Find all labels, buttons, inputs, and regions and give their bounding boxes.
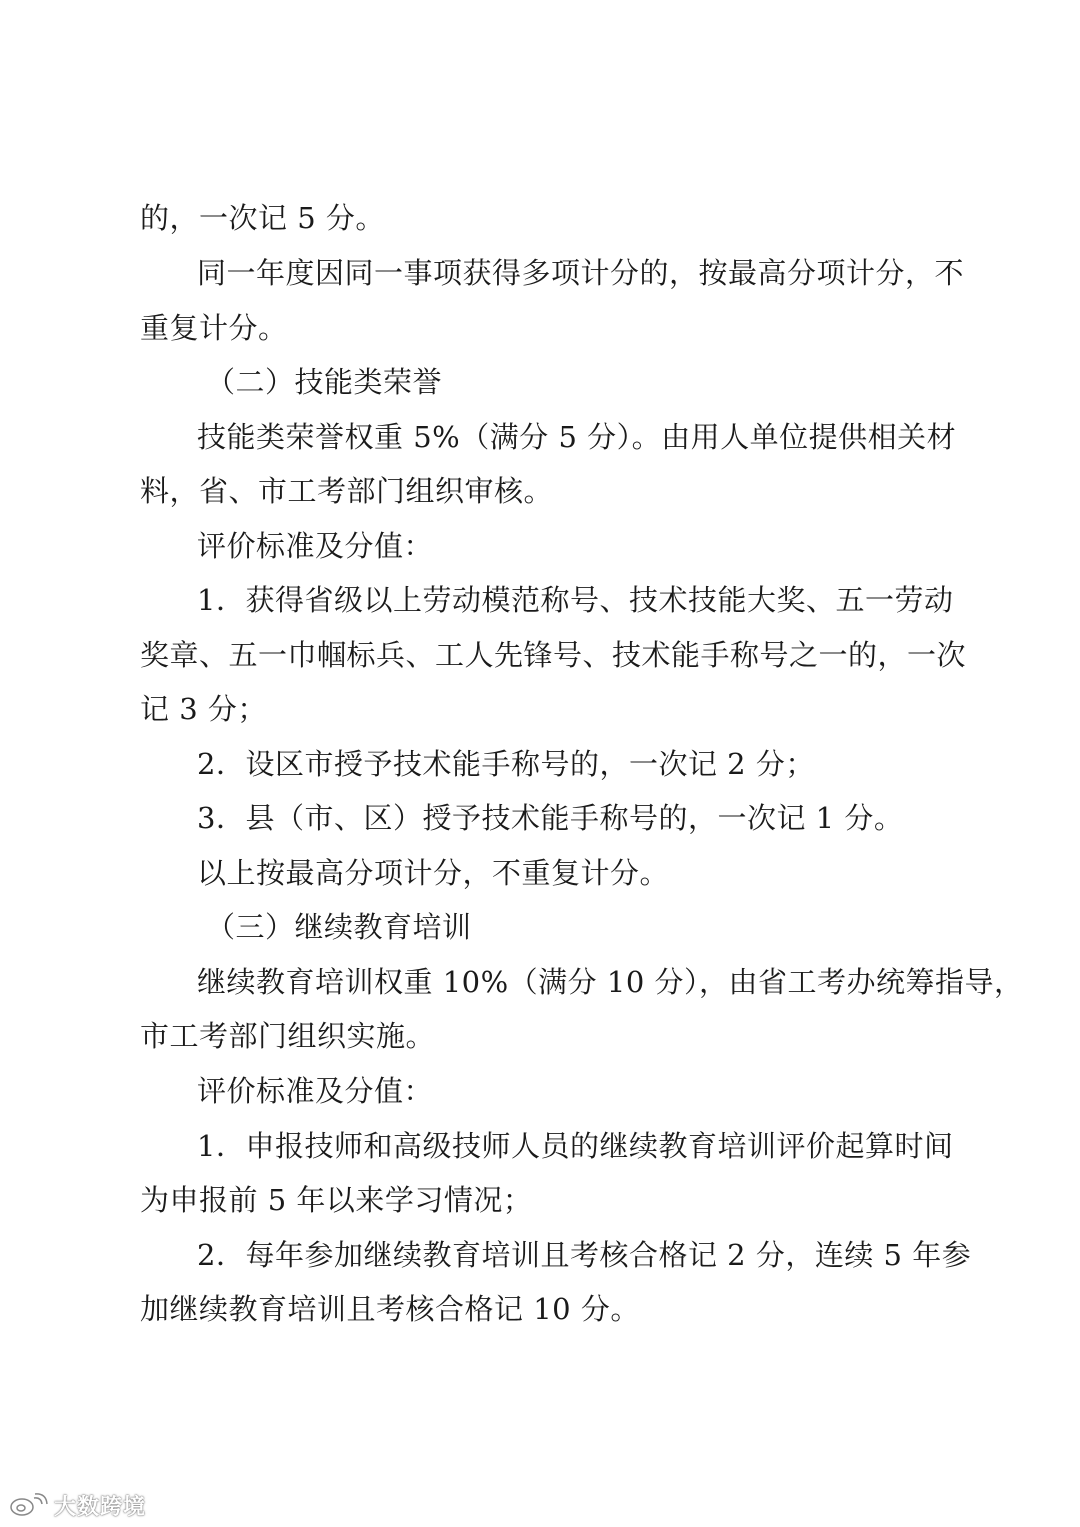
paragraph-line: 加继续教育培训且考核合格记 10 分。	[140, 1292, 640, 1326]
paragraph-line: 的，一次记 5 分。	[140, 201, 385, 235]
paragraph-line: 奖章、五一巾帼标兵、工人先锋号、技术能手称号之一的，一次	[140, 638, 967, 672]
list-item: 2．每年参加继续教育培训且考核合格记 2 分，连续 5 年参	[197, 1238, 972, 1272]
list-item: 3．县（市、区）授予技术能手称号的，一次记 1 分。	[197, 801, 904, 835]
paragraph-line: 同一年度因同一事项获得多项计分的，按最高分项计分，不	[197, 256, 965, 290]
paragraph-line: 市工考部门组织实施。	[140, 1019, 436, 1053]
paragraph-line: 继续教育培训权重 10%（满分 10 分），由省工考办统筹指导，	[197, 965, 1024, 999]
list-item: 2．设区市授予技术能手称号的，一次记 2 分；	[197, 747, 815, 781]
paragraph-line: 技能类荣誉权重 5%（满分 5 分）。由用人单位提供相关材	[197, 420, 957, 454]
weibo-logo-icon	[8, 1492, 50, 1518]
paragraph-line: 重复计分。	[140, 311, 288, 345]
paragraph-line: 料，省、市工考部门组织审核。	[140, 474, 554, 508]
list-item: 1．申报技师和高级技师人员的继续教育培训评价起算时间	[197, 1129, 954, 1163]
paragraph-line: 以上按最高分项计分，不重复计分。	[197, 856, 670, 890]
section-heading: （二）技能类荣誉	[206, 365, 443, 399]
paragraph-line: 评价标准及分值：	[197, 529, 434, 563]
paragraph-line: 记 3 分；	[140, 692, 267, 726]
paragraph-line: 为申报前 5 年以来学习情况；	[140, 1183, 533, 1217]
paragraph-line: 评价标准及分值：	[197, 1074, 434, 1108]
watermark	[8, 1490, 146, 1520]
list-item: 1．获得省级以上劳动模范称号、技术技能大奖、五一劳动	[197, 583, 954, 617]
section-heading: （三）继续教育培训	[206, 910, 472, 944]
watermark-text: 大数跨境	[54, 1494, 147, 1520]
